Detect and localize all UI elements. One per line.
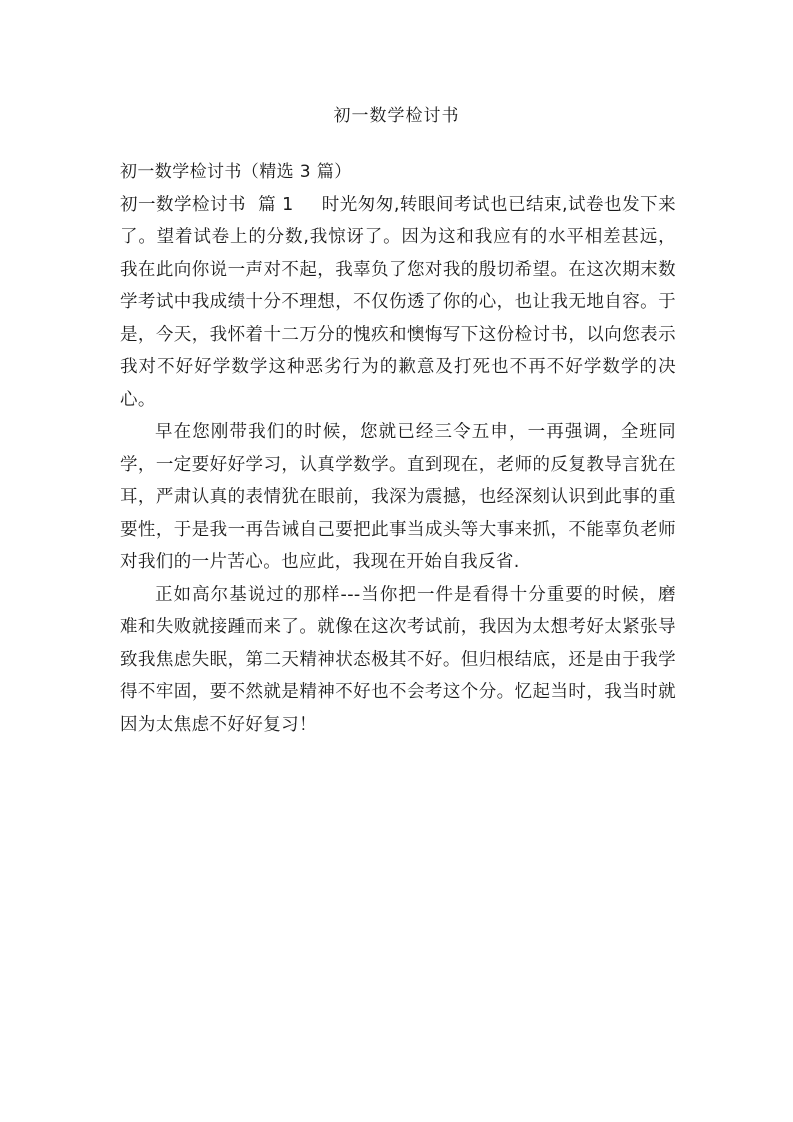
- section-heading: [120, 195, 294, 215]
- paragraph-text: 时光匆匆,转眼间考试也已结束,试卷也发下来了。望着试卷上的分数,我惊讶了。因为这和我应有的水平相差甚远，我在此向你说一声对不起，我辜负了您对我的殷切希望。在这次期末数学考试中我成绩十分不理想，不仅伤透了你的心，也让我无地自容。于是，今天，我怀着十二万分的愧疚和懊悔写下这份检讨书，以向您表示我对不好好学数学这种恶劣行为的歉意及打死也不再不好学数学的决心。: [120, 194, 676, 410]
- document-subtitle: 初一数学检讨书（精选 3 篇）: [120, 162, 352, 182]
- section-number: 篇 1: [258, 194, 294, 215]
- paragraph: 正如高尔基说过的那样---当你把一件是看得十分重要的时候，磨难和失败就接踵而来了。就像在这次考试前，我因为太想考好太紧张导致我焦虑失眠，第二天精神状态极其不好。但归根结底，还是由于我学得不牢固，要不然就是精神不好也不会考这个分。忆起当时，我当时就因为太焦虑不好好复习！: [120, 584, 676, 735]
- paragraph: 早在您刚带我们的时候，您就已经三令五申，一再强调，全班同学，一定要好好学习，认真学数学。直到现在，老师的反复教导言犹在耳，严肃认真的表情犹在眼前，我深为震撼，也经深刻认识到此事的重要性，于是我一再告诫自己要把此事当成头等大事来抓，不能辜负老师对我们的一片苦心。也应此，我现在开始自我反省.: [120, 422, 676, 572]
- document-title: 初一数学检讨书: [333, 106, 460, 126]
- first-paragraph: [120, 189, 676, 417]
- section-label: 初一数学检讨书: [120, 194, 247, 215]
- document-body: [120, 156, 676, 741]
